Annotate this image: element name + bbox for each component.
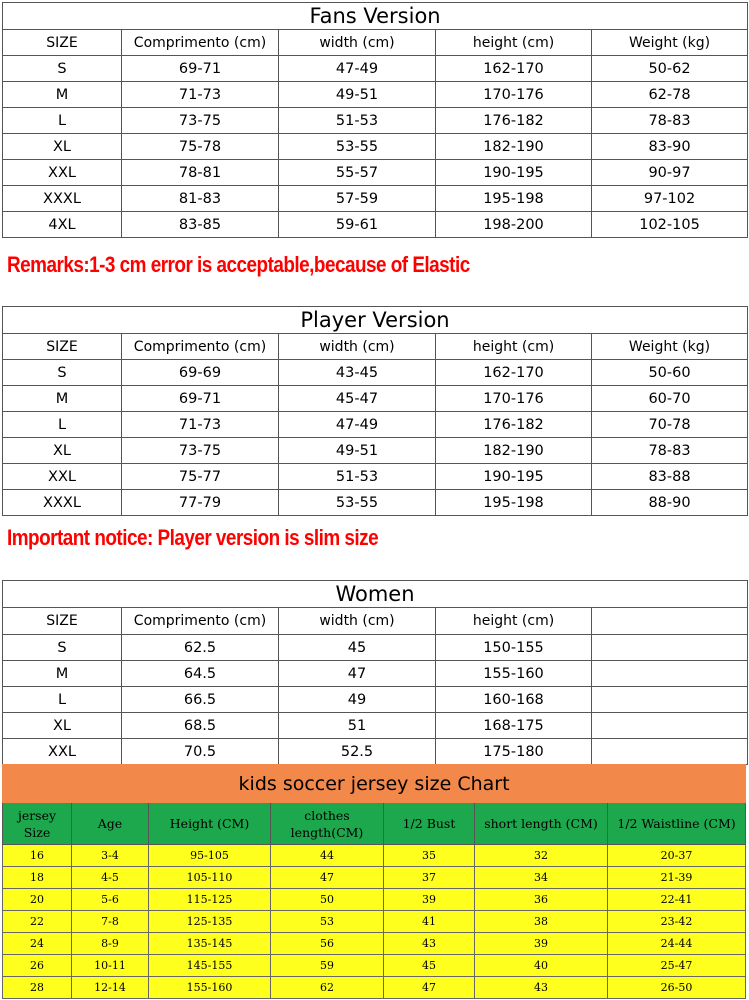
women-table-title: Women [3,581,748,608]
width-cell: 52.5 [279,739,436,765]
height-cell: 145-155 [149,955,271,977]
table-row [3,687,748,713]
weight-cell: 78-83 [592,108,748,134]
column-header-half-bust: 1/2 Bust [384,803,475,845]
column-header-weight: Weight (kg) [592,334,748,360]
size-cell: M [3,386,122,412]
empty-cell [592,635,748,661]
column-header-height: height (cm) [436,334,592,360]
length-cell: 81-83 [122,186,279,212]
column-header-length: Comprimento (cm) [122,30,279,56]
table-row [3,490,748,516]
width-cell: 51-53 [279,464,436,490]
size-cell: XXL [3,739,122,765]
half-bust-cell: 35 [384,845,475,867]
length-cell: 68.5 [122,713,279,739]
length-cell: 69-71 [122,386,279,412]
kids-size-table [2,764,746,999]
table-row [3,955,746,977]
size-cell: XXXL [3,490,122,516]
length-cell: 64.5 [122,661,279,687]
column-header-empty [592,608,748,635]
size-cell: XL [3,438,122,464]
length-cell: 71-73 [122,82,279,108]
width-cell: 51-53 [279,108,436,134]
weight-cell: 62-78 [592,82,748,108]
height-cell: 176-182 [436,412,592,438]
women-size-table [2,580,748,765]
table-row [3,867,746,889]
length-cell: 73-75 [122,108,279,134]
length-cell: 75-77 [122,464,279,490]
size-cell: L [3,412,122,438]
size-cell: S [3,56,122,82]
length-cell: 71-73 [122,412,279,438]
table-row [3,889,746,911]
short-length-cell: 38 [475,911,608,933]
table-row [3,134,748,160]
height-cell: 195-198 [436,186,592,212]
fans-size-table [2,2,748,238]
height-cell: 162-170 [436,360,592,386]
age-cell: 4-5 [72,867,149,889]
jersey-size-cell: 24 [3,933,72,955]
clothes-length-cell: 59 [271,955,384,977]
clothes-length-cell: 47 [271,867,384,889]
size-cell: XXL [3,464,122,490]
height-cell: 150-155 [436,635,592,661]
width-cell: 55-57 [279,160,436,186]
size-cell: M [3,661,122,687]
height-cell: 190-195 [436,160,592,186]
age-cell: 10-11 [72,955,149,977]
half-waistline-cell: 20-37 [608,845,746,867]
column-header-size: SIZE [3,608,122,635]
table-row [3,160,748,186]
half-bust-cell: 41 [384,911,475,933]
length-cell: 73-75 [122,438,279,464]
size-cell: XL [3,134,122,160]
half-waistline-cell: 24-44 [608,933,746,955]
height-cell: 155-160 [436,661,592,687]
length-cell: 75-78 [122,134,279,160]
table-row [3,739,748,765]
width-cell: 47-49 [279,412,436,438]
table-row [3,845,746,867]
height-cell: 182-190 [436,438,592,464]
player-table-title: Player Version [3,307,748,334]
height-cell: 160-168 [436,687,592,713]
height-cell: 125-135 [149,911,271,933]
width-cell: 53-55 [279,134,436,160]
table-row [3,911,746,933]
column-header-size: SIZE [3,30,122,56]
size-cell: S [3,635,122,661]
column-header-clothes-length: clothes length(CM) [271,803,384,845]
short-length-cell: 40 [475,955,608,977]
height-cell: 170-176 [436,82,592,108]
height-cell: 115-125 [149,889,271,911]
length-cell: 69-71 [122,56,279,82]
empty-cell [592,661,748,687]
length-cell: 69-69 [122,360,279,386]
width-cell: 45 [279,635,436,661]
height-cell: 176-182 [436,108,592,134]
height-cell: 195-198 [436,490,592,516]
table-row [3,360,748,386]
empty-cell [592,687,748,713]
column-header-height: height (cm) [436,608,592,635]
width-cell: 47-49 [279,56,436,82]
weight-cell: 60-70 [592,386,748,412]
weight-cell: 70-78 [592,412,748,438]
weight-cell: 90-97 [592,160,748,186]
half-bust-cell: 39 [384,889,475,911]
height-cell: 155-160 [149,977,271,999]
table-row [3,56,748,82]
height-cell: 162-170 [436,56,592,82]
short-length-cell: 34 [475,867,608,889]
width-cell: 53-55 [279,490,436,516]
kids-table-title: kids soccer jersey size Chart [3,765,746,803]
age-cell: 12-14 [72,977,149,999]
age-cell: 3-4 [72,845,149,867]
table-row [3,977,746,999]
jersey-size-cell: 26 [3,955,72,977]
half-waistline-cell: 25-47 [608,955,746,977]
column-header-half-waistline: 1/2 Waistline (CM) [608,803,746,845]
length-cell: 77-79 [122,490,279,516]
width-cell: 47 [279,661,436,687]
half-waistline-cell: 22-41 [608,889,746,911]
width-cell: 57-59 [279,186,436,212]
column-header-width: width (cm) [279,30,436,56]
size-cell: L [3,687,122,713]
column-header-weight: Weight (kg) [592,30,748,56]
age-cell: 5-6 [72,889,149,911]
height-cell: 168-175 [436,713,592,739]
table-row [3,82,748,108]
height-cell: 190-195 [436,464,592,490]
table-row [3,635,748,661]
height-cell: 105-110 [149,867,271,889]
table-row [3,438,748,464]
age-cell: 8-9 [72,933,149,955]
clothes-length-cell: 50 [271,889,384,911]
table-row [3,464,748,490]
table-row [3,713,748,739]
short-length-cell: 32 [475,845,608,867]
width-cell: 49-51 [279,438,436,464]
table-row [3,386,748,412]
length-cell: 78-81 [122,160,279,186]
half-bust-cell: 45 [384,955,475,977]
column-header-height: height (cm) [436,30,592,56]
height-cell: 175-180 [436,739,592,765]
short-length-cell: 36 [475,889,608,911]
clothes-length-cell: 62 [271,977,384,999]
size-cell: XL [3,713,122,739]
age-cell: 7-8 [72,911,149,933]
jersey-size-cell: 28 [3,977,72,999]
weight-cell: 83-90 [592,134,748,160]
length-cell: 70.5 [122,739,279,765]
half-bust-cell: 37 [384,867,475,889]
width-cell: 45-47 [279,386,436,412]
clothes-length-cell: 44 [271,845,384,867]
weight-cell: 50-62 [592,56,748,82]
width-cell: 49 [279,687,436,713]
column-header-short-length: short length (CM) [475,803,608,845]
weight-cell: 83-88 [592,464,748,490]
table-row [3,186,748,212]
half-waistline-cell: 26-50 [608,977,746,999]
column-header-size: SIZE [3,334,122,360]
weight-cell: 102-105 [592,212,748,238]
player-size-table [2,306,748,516]
empty-cell [592,739,748,765]
height-cell: 198-200 [436,212,592,238]
weight-cell: 97-102 [592,186,748,212]
jersey-size-cell: 20 [3,889,72,911]
short-length-cell: 39 [475,933,608,955]
size-cell: XXL [3,160,122,186]
clothes-length-cell: 56 [271,933,384,955]
weight-cell: 78-83 [592,438,748,464]
jersey-size-cell: 18 [3,867,72,889]
length-cell: 66.5 [122,687,279,713]
weight-cell: 88-90 [592,490,748,516]
size-cell: L [3,108,122,134]
table-row [3,933,746,955]
table-row [3,108,748,134]
fans-remark-text: Remarks:1-3 cm error is acceptable,because of Elastic [7,252,470,277]
fans-table-title: Fans Version [3,3,748,30]
length-cell: 62.5 [122,635,279,661]
size-cell: M [3,82,122,108]
length-cell: 83-85 [122,212,279,238]
clothes-length-cell: 53 [271,911,384,933]
table-row [3,412,748,438]
size-cell: XXXL [3,186,122,212]
width-cell: 43-45 [279,360,436,386]
height-cell: 95-105 [149,845,271,867]
half-bust-cell: 47 [384,977,475,999]
half-waistline-cell: 23-42 [608,911,746,933]
width-cell: 49-51 [279,82,436,108]
height-cell: 182-190 [436,134,592,160]
column-header-jersey-size: jersey Size [3,803,72,845]
weight-cell: 50-60 [592,360,748,386]
half-waistline-cell: 21-39 [608,867,746,889]
table-row [3,661,748,687]
width-cell: 51 [279,713,436,739]
player-notice-text: Important notice: Player version is slim size [7,525,379,550]
height-cell: 135-145 [149,933,271,955]
empty-cell [592,713,748,739]
column-header-height: Height (CM) [149,803,271,845]
jersey-size-cell: 16 [3,845,72,867]
height-cell: 170-176 [436,386,592,412]
jersey-size-cell: 22 [3,911,72,933]
width-cell: 59-61 [279,212,436,238]
size-cell: S [3,360,122,386]
column-header-width: width (cm) [279,334,436,360]
half-bust-cell: 43 [384,933,475,955]
column-header-width: width (cm) [279,608,436,635]
size-cell: 4XL [3,212,122,238]
column-header-length: Comprimento (cm) [122,608,279,635]
column-header-age: Age [72,803,149,845]
short-length-cell: 43 [475,977,608,999]
column-header-length: Comprimento (cm) [122,334,279,360]
table-row [3,212,748,238]
